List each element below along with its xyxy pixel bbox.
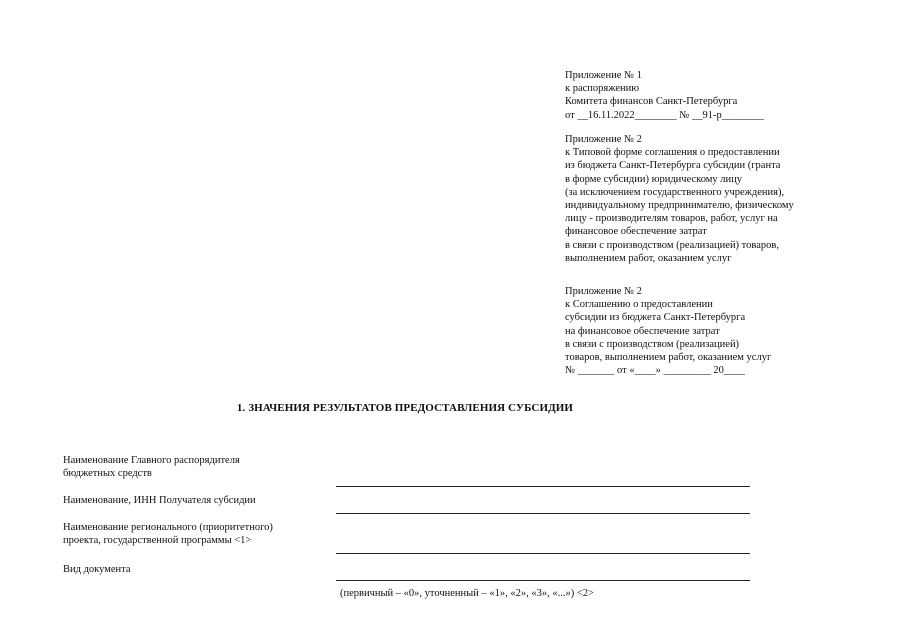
- annex-1-line: Приложение № 1: [565, 70, 642, 81]
- annex-2-line: индивидуальному предпринимателю, физическому: [565, 200, 794, 212]
- field-line-document-type[interactable]: [336, 580, 750, 581]
- annex-2-line: выполнением работ, оказанием услуг: [565, 252, 732, 264]
- annex-2-line: лицу - производителям товаров, работ, услуг на: [565, 213, 778, 225]
- annex-2-line: в связи с производством (реализацией) товаров,: [565, 239, 779, 251]
- annex-3-line: № _______ от «____» _________ 20____: [565, 365, 745, 377]
- field-line-project[interactable]: [336, 553, 750, 554]
- field-line-budget-administrator[interactable]: [336, 486, 750, 487]
- annex-3-line: на финансовое обеспечение затрат: [565, 325, 720, 337]
- annex-2-line: к Типовой форме соглашения о предоставлении: [565, 147, 780, 159]
- section-title: 1. ЗНАЧЕНИЯ РЕЗУЛЬТАТОВ ПРЕДОСТАВЛЕНИЯ СУБСИДИИ: [236, 402, 574, 414]
- field-label-line: бюджетных средств: [63, 468, 152, 480]
- annex-3-header: [565, 285, 771, 377]
- annex-2-line: из бюджета Санкт-Петербурга субсидии (гранта: [565, 160, 781, 172]
- field-label-document-type: [63, 563, 131, 576]
- annex-2-line: (за исключением государственного учреждения),: [565, 186, 785, 198]
- annex-3-line: Приложение № 2: [565, 286, 642, 297]
- annex-2-line: в форме субсидии) юридическому лицу: [565, 173, 743, 185]
- field-label-recipient: [63, 494, 256, 507]
- annex-1-header: [565, 69, 764, 122]
- annex-1-line: к распоряжению: [565, 83, 640, 95]
- field-line-recipient[interactable]: [336, 513, 750, 514]
- annex-3-line: к Соглашению о предоставлении: [565, 299, 713, 311]
- annex-2-line: Приложение № 2: [565, 134, 642, 145]
- annex-1-line: от __16.11.2022________ № __91-р________: [565, 109, 764, 121]
- field-label-budget-administrator: [63, 454, 240, 480]
- field-label-line: Вид документа: [63, 564, 131, 575]
- field-label-line: Наименование Главного распорядителя: [63, 455, 240, 466]
- annex-1-line: Комитета финансов Санкт-Петербурга: [565, 96, 738, 108]
- field-label-line: Наименование регионального (приоритетного): [63, 522, 273, 533]
- annex-3-line: в связи с производством (реализацией): [565, 338, 740, 350]
- field-label-project: [63, 521, 273, 547]
- field-label-line: Наименование, ИНН Получателя субсидии: [63, 495, 256, 506]
- annex-3-line: товаров, выполнением работ, оказанием услуг: [565, 352, 772, 364]
- document-type-hint: (первичный – «0», уточненный – «1», «2», «3», «...») <2>: [340, 588, 594, 599]
- annex-3-line: субсидии из бюджета Санкт-Петербурга: [565, 312, 746, 324]
- field-label-line: проекта, государственной программы <1>: [63, 535, 252, 547]
- annex-2-header: [565, 133, 794, 265]
- annex-2-line: финансовое обеспечение затрат: [565, 226, 707, 238]
